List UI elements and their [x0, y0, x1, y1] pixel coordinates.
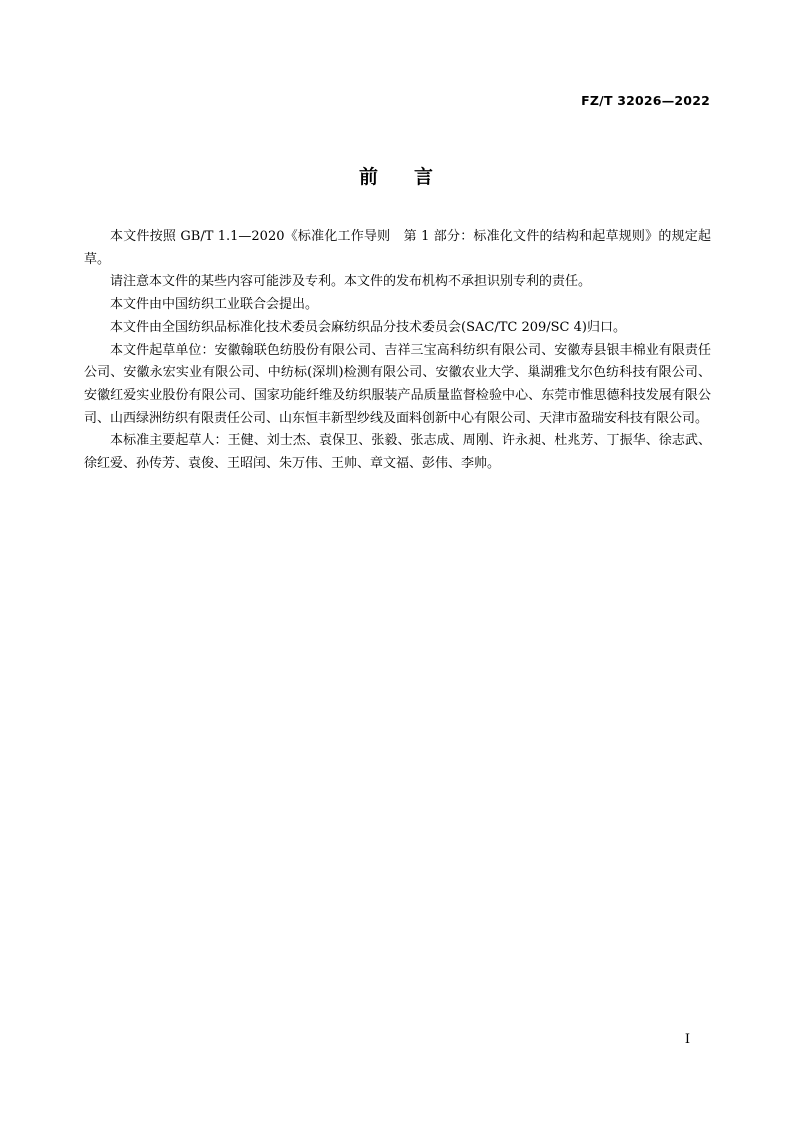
title-char-1: 前	[358, 166, 380, 188]
paragraph-technical-committee: 本文件由全国纺织品标准化技术委员会麻纺织品分技术委员会(SAC/TC 209/SC 4)归口。	[110, 319, 626, 335]
foreword-body	[84, 226, 711, 476]
page-number: I	[684, 1032, 690, 1047]
paragraph-drafting-rules: 本文件按照 GB/T 1.1—2020《标准化工作导则 第 1 部分：标准化文件的结构和起草规则》的规定起草。	[84, 229, 711, 267]
paragraph-proposer: 本文件由中国纺织工业联合会提出。	[110, 297, 319, 313]
paragraph-drafters: 本标准主要起草人：王健、刘士杰、袁保卫、张毅、张志成、周刚、许永昶、杜兆芳、丁振华、徐志武、徐红爱、孙传芳、袁俊、王昭闰、朱万伟、王帅、章文福、彭伟、李帅。	[84, 433, 711, 472]
page-title	[0, 162, 794, 189]
paragraph-drafting-units: 本文件起草单位：安徽翰联色纺股份有限公司、吉祥三宝高科纺织有限公司、安徽寿县银丰棉业有限责任公司、安徽永宏实业有限公司、中纺标(深圳)检测有限公司、安徽农业大学、巢湖雅戈尔色纺科技有限公司、安徽红爱实业股份有限公司、国家功能纤维及纺织服装产品质量监督检验中心、东莞市惟思德科技发展有限公司、山西绿洲纺织有限责任公司、山东恒丰新型纱线及面料创新中心有限公司、天津市盈瑞安科技有限公司。	[84, 342, 711, 426]
title-char-2: 言	[414, 166, 436, 188]
paragraph-patent-notice: 请注意本文件的某些内容可能涉及专利。本文件的发布机构不承担识别专利的责任。	[110, 274, 592, 290]
document-code: FZ/T 32026—2022	[581, 93, 710, 108]
